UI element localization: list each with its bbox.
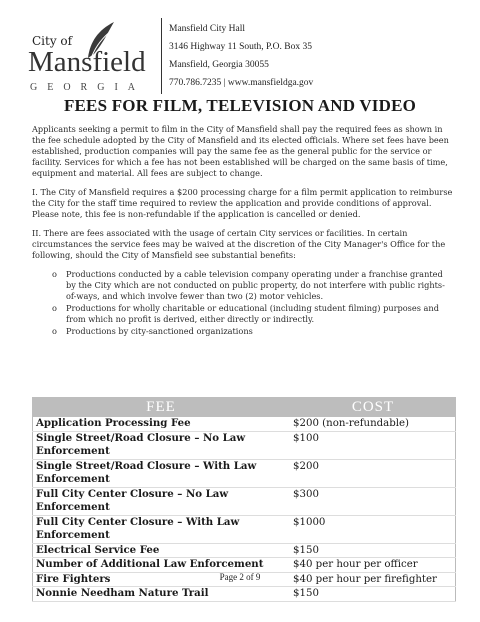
- letterhead-divider: [161, 18, 162, 94]
- bullet-icon: o: [52, 303, 57, 313]
- table-row: [32, 587, 456, 602]
- fee-cell: Full City Center Closure – With Law Enforcement: [32, 516, 290, 543]
- processing-fee-paragraph: I. The City of Mansfield requires a $200 processing charge for a film permit application to reimburse the City for the staff time required to review the application and provide conditions of approval. Please note, this fee is non-refundable if the application is cancelled or denied.: [32, 187, 453, 219]
- cost-cell: $150: [290, 587, 456, 601]
- table-row: [32, 544, 456, 559]
- fee-cell: Single Street/Road Closure – No Law Enforcement: [32, 432, 290, 459]
- document-body: [32, 124, 454, 338]
- fee-cell: Number of Additional Law Enforcement: [32, 558, 290, 572]
- fee-cell: Nonnie Needham Nature Trail: [32, 587, 290, 601]
- fee-cell: Electrical Service Fee: [32, 544, 290, 558]
- page-number: Page 2 of 9: [219, 572, 261, 582]
- city-logo: [26, 18, 156, 94]
- fee-cell: Single Street/Road Closure – With Law Enforcement: [32, 460, 290, 487]
- cost-cell: $1000: [290, 516, 456, 543]
- phone-website: 770.786.7235 | www.mansfieldga.gov: [169, 78, 314, 88]
- bullet-icon: o: [52, 326, 57, 336]
- cost-cell: $40 per hour per officer: [290, 558, 456, 572]
- fee-cell: Fire Fighters: [32, 573, 290, 587]
- list-item: o Productions for wholly charitable or educational (including student filming) purposes and from which no profit is derived, either directly or indirectly.: [52, 303, 439, 324]
- fee-table: [32, 397, 456, 602]
- office-name: Mansfield City Hall: [169, 24, 245, 34]
- city-state-zip: Mansfield, Georgia 30055: [169, 60, 269, 70]
- fee-cell: Full City Center Closure – No Law Enforcement: [32, 488, 290, 515]
- table-row: [32, 488, 456, 516]
- bullet-icon: o: [52, 269, 57, 279]
- table-row: [32, 460, 456, 488]
- cost-cell: $150: [290, 544, 456, 558]
- table-row: [32, 558, 456, 573]
- table-row: [32, 516, 456, 544]
- fee-cell: Application Processing Fee: [32, 417, 290, 431]
- table-header: [32, 397, 456, 417]
- logo-name: Mansfield: [28, 46, 146, 78]
- letterhead: [26, 18, 466, 98]
- service-fee-paragraph: II. There are fees associated with the usage of certain City services or facilities. In certain circumstances the service fees may be waived at the discretion of the City Manager's Office for the following, should the City of Mansfield see substantial benefits:: [32, 228, 446, 260]
- address-line: 3146 Highway 11 South, P.O. Box 35: [169, 42, 312, 52]
- cost-cell: $40 per hour per firefighter: [290, 573, 456, 587]
- cost-cell: $200: [290, 460, 456, 487]
- table-row: [32, 417, 456, 432]
- intro-paragraph: Applicants seeking a permit to film in the City of Mansfield shall pay the required fees as shown in the fee schedule adopted by the City of Mansfield and its elected officials. Where set fees have been established, production companies will pay the same fee as the general public for the service or facility. Services for which a fee has not been established will be charged on the same basis of time, equipment and material. All fees are subject to change.: [32, 124, 449, 178]
- header-fee: FEE: [146, 399, 176, 415]
- list-item: o Productions by city-sanctioned organizations: [52, 326, 253, 336]
- cost-cell: $200 (non-refundable): [290, 417, 456, 431]
- page-title: FEES FOR FILM, TELEVISION AND VIDEO: [63, 96, 417, 115]
- logo-state: GEORGIA: [30, 82, 145, 93]
- header-cost: COST: [351, 399, 395, 415]
- list-item: o Productions conducted by a cable television company operating under a franchise granted by the City which are not conducted on public property, do not interfere with public rights-of-ways, and which involve fewer than two (2) motor vehicles.: [52, 269, 445, 301]
- logo-city-of: City of: [32, 34, 73, 48]
- contact-block: [169, 20, 313, 92]
- waiver-list: [32, 269, 454, 337]
- cost-cell: $100: [290, 432, 456, 459]
- table-row: [32, 432, 456, 460]
- cost-cell: $300: [290, 488, 456, 515]
